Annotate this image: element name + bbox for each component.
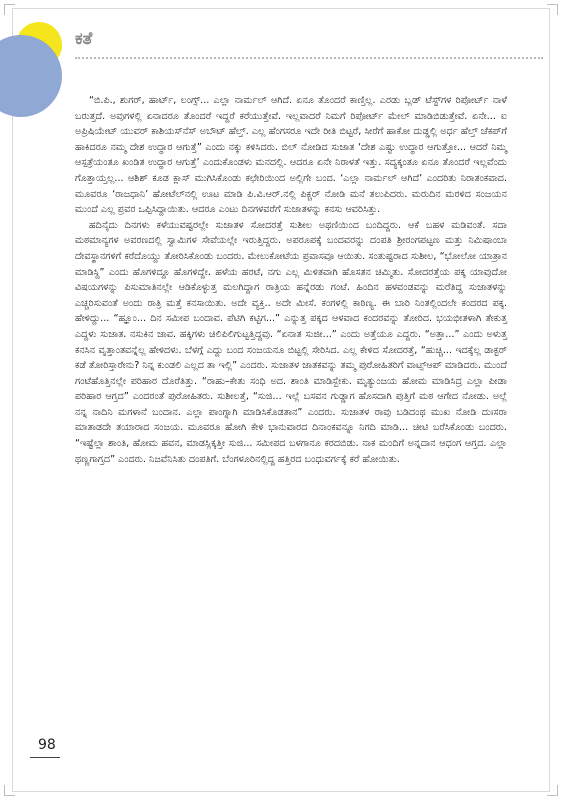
header-dotted-divider bbox=[75, 57, 543, 59]
page-number: 98 bbox=[38, 737, 56, 753]
paragraph-1: “ಬಿ.ಪಿ., ಶುಗರ್, ಹಾರ್ಟ್, ಲಂಗ್ಸ್... ಎಲ್ಲಾ ನಾರ್ಮಲ್ ಆಗಿದೆ. ಏನೂ ತೊಂದರೆ ಕಾಣ್ತಿಲ್ಲ. ಎರಡು ಬ್ಲಡ್ ಟೆಸ್ಟ್‌ಗಳ ರಿಪೋರ್ಟ್ ನಾಳೆ ಬರುತ್ತದೆ. ಅವುಗಳಲ್ಲಿ ಏನಾದರೂ ತೊಂದರೆ ಇದ್ದರೆ ಕರೆಯುತ್ತೇವೆ. ಇಲ್ಲವಾದರೆ ನಿಮಗೆ ರಿಪೋರ್ಟ್ ಮೇಲ್ ಮಾಡಿಬಿಡುತ್ತೇವೆ. ಏನೇ... ಐ ಅಪ್ರಿಷಿಯೇಟ್ ಯುವರ್ ಕಾಶಿಯಸ್‌ನೆಸ್ ಅಬೌಟ್ ಹೆಲ್ತ್. ಎಲ್ಲ ಹೆಂಗಸರೂ ಇದೇ ರೀತಿ ಬಿಟ್ಟರೆ, ಸೀರೆಗೆ ಹಾಕೋ ದುಡ್ಡಲ್ಲಿ ಅರ್ಧ ಹೆಲ್ತ್ ಚೆಕಪ್‌ಗೆ ಹಾಕಿದರೂ ನಮ್ಮ ದೇಶ ಉದ್ಧಾರ ಆಗುತ್ತೆ” ಎಂದು ನಕ್ಕು ಕಳಿಸಿದರು. ಬಿಲ್ ನೋಡಿದ ಸುಜಾತ ‘ದೇಶ ಎಷ್ಟು ಉದ್ಧಾರ ಆಗುತ್ತೋ... ಆದರೆ ನಿಮ್ಮ ಆಸ್ಪತ್ರೆಯಂತೂ ಖಂಡಿತ ಉದ್ಧಾರ ಆಗುತ್ತೆ’ ಎಂದುಕೊಂಡಳು ಮನದಲ್ಲಿ. ಆದರೂ ಏನೇ ನಿರಾಳತೆ ಇತ್ತು. ಸದ್ಯಕ್ಕಂತೂ ಏನೂ ತೊಂದರೆ ಇಲ್ಲವೆಂದು ಗೊತ್ತಾಯ್ತಲ್ಲ... ಆಶಿಶ್ ಕೂಡ ಕ್ಲಾಸ್ ಮುಗಿಸಿಕೊಂಡು ಕಛೇರಿಯಿಂದ ಅಲ್ಲಿಗೇ ಬಂದ. ‘ಎಲ್ಲಾ ನಾರ್ಮಲ್ ಆಗಿದೆ’ ಎಂದರಿತು ನಿರಾತಂಕವಾದ. ಮೂವರೂ ‘ರಾಜಧಾನಿ’ ಹೋಟೆಲ್‌ನಲ್ಲಿ ಊಟ ಮಾಡಿ ಪಿ.ವಿ.ಆರ್.ನಲ್ಲಿ ಪಿಕ್ಚರ್ ನೋಡಿ ಮನೆ ತಲುಪಿದರು. ಮರುದಿನ ಮರಳಿದ ಸಂಜಯನ ಮುಂದೆ ಎಲ್ಲ ಪ್ರವರ ಒಪ್ಪಿಸಿದ್ದಾಯಿತು. ಆದರೂ ಎಂಟು ದಿನಗಳವರೆಗೆ ಸುಜಾತಳನ್ನು ಕನಸು ಆವರಿಸಿತ್ತು. bbox=[75, 95, 507, 216]
crop-mark-top-left bbox=[4, 4, 15, 15]
crop-mark-bottom-right bbox=[547, 785, 558, 796]
paragraph-2: ಹದಿನೈದು ದಿನಗಳು ಕಳೆಯುವಷ್ಟರಲ್ಲೇ ಸುಜಾತಳ ಸೋದರತ್ತೆ ಸುಶೀಲ ಅಥಣಿಯಿಂದ ಬಂದಿದ್ದರು. ಆಕೆ ಬಹಳ ಮಡಿವಂತೆ. ಸದಾ ಮಠಮಾನ್ಯಗಳ ಅವರಣದಲ್ಲಿ ಸ್ವಾಮಿಗಳ ಸೇವೆಯಲ್ಲೇ ಇರುತ್ತಿದ್ದರು. ಅಪರೂಪಕ್ಕೆ ಬಂದವರನ್ನು ದಂಪತಿ ಶ್ರೀರಂಗಪಟ್ಟಣ ಮತ್ತು ನಿಮಿಷಾಂಬಾ ದೇವಸ್ಥಾನಗಳಿಗೆ ಕರೆದೊಯ್ದು ತೋರಿಸಿಕೊಂಡು ಬಂದರು. ಮೇಲುಕೋಟೆಯ ಪ್ರವಾಸವೂ ಆಯಿತು. ಸಂತುಷ್ಟರಾದ ಸುಶೀಲ, “ಭೋಲೋ ಯಾತ್ರಾನ ಮಾಡಿಸ್ದಿ” ಎಂದು ಹೊಗಳಿದ್ದೂ ಹೊಗಳಿದ್ದೇ. ಹಳೆಯ ಹರಟೆ, ನಗು ಎಲ್ಲ ಮಿಳಿತವಾಗಿ ಹೊಸತನ ಚಿಮ್ಮಿತು. ಸೋದರತ್ತೆಯ ಪಕ್ಕ ಯಾವುದೋ ವಿಷಯಗಳನ್ನು ಪಿಸುಮಾತಿನಲ್ಲೇ ಆಡಿಕೊಳ್ಳುತ್ತ ಮಲಗಿದ್ದಾಗ ರಾತ್ರಿಯ ಹನ್ನೆರಡು ಗಂಟೆ. ಹಿಂದಿನ ಹಳವಂಡವನ್ನು ಮರೆತಿದ್ದ ಸುಜಾತಳನ್ನು ಎಚ್ಚರಿಸುವಂತೆ ಅಂದು ರಾತ್ರಿ ಮತ್ತೆ ಕನಸಾಯಿತು. ಅದೇ ವ್ಯಕ್ತಿ.. ಅದೇ ಮೀಸೆ. ಕಂಗಳಲ್ಲಿ ಕಾಠಿಣ್ಯ. ಈ ಬಾರಿ ನಿಂತಲ್ಲಿಂದಲೇ ಕಂದರದ ಪಕ್ಕ. ಹೇಳಿದ್ದು... “ಹ್ಞೂಂ... ದಿನ ಸಮೀಪ ಬಂದಾವ. ಪೆಟಿಗಿ ಕಟ್ಟಿಗ...” ಎನ್ನುತ್ತ ಪಕ್ಕದ ಆಳವಾದ ಕಂದರವನ್ನು ತೋರಿದ. ಭಯಭೀತಳಾಗಿ ತೇಕುತ್ತ ಎದ್ದಳು ಸುಜಾತ. ನಸುಕಿನ ಜಾವ. ಹಕ್ಕಿಗಳು ಚಿಲಿಪಿಲಿಗುಟ್ಟತ್ತಿದ್ದವು. “ಏನಾತ ಸುಜೀ...” ಎಂದು ಅತ್ತೆಯೂ ಎದ್ದರು. “ಅತ್ತಾ...” ಎಂದು ಅಳುತ್ತ ಕನಸಿನ ವೃತ್ತಾಂತವನ್ನೆಲ್ಲ ಹೇಳಿದಳು. ಬೆಳಗ್ಗೆ ಎದ್ದು ಬಂದ ಸಂಜಯನೂ ಬಿಟ್ಟಲ್ಲಿ ಸೇರಿಸಿದ. ಎಲ್ಲ ಕೇಳಿದ ಸೋದರತ್ತೆ, “ಹುಚ್ಚಿ... ಇದಕ್ಕೆಲ್ಲ ಡಾಕ್ಟರ್ ಕಡೆ ತೋರಿಸ್ತಾರೇನು? ನಿನ್ನ ಕುಂಡಲಿ ಎಲ್ಲದ ತಾ ಇಲ್ಲಿ” ಎಂದರು. ಸುಜಾತಳ ಜಾತಕವನ್ನು ತಮ್ಮ ಪುರೋಹಿತರಿಗೆ ವಾಟ್ಸ್‌ಆಪ್ ಮಾಡಿದರು. ಮುಂದೆ ಗಂಟೆಹೊತ್ತಿನಲ್ಲೇ ಪರಿಹಾರ ದೊರೆತಿತ್ತು. “ರಾಹು–ಕೇತು ಸಂಧಿ ಅದ. ಶಾಂತಿ ಮಾಡಿಸ್ಬೇಕು. ಮೃತ್ಯುಂಜಯ ಹೋಮ ಮಾಡಿಸಿದ್ರ ಎಲ್ಲಾ ಪೀಡಾ ಪರಿಹಾರ ಆಗ್ತದ” ಎಂದರಂತೆ ಪುರೋಹಿತರು. ಸುಶೀಲತ್ತೆ, “ಸುಜಿ... ಇಲ್ಲೆ ಬಸವನ ಗುಡ್ಡಾಗ ಹೊಸದಾಗಿ ಪುತ್ತಿಗೆ ಮಠ ಆಗೇದ ನೋಡು. ಅಲ್ಲೆ ನನ್ನ ನಾದಿನಿ ಮಗಳಾನೆ ಬಂದಾನ. ಎಲ್ಲಾ ಪಾಂಗ್ನಾಗಿ ಮಾಡಿಸಿಕೊಡತಾನ” ಎಂದರು. ಸುಜಾತಳ ರಾವು ಬಡಿದಂಥ ಮುಖ ನೋಡಿ ದುಃಸರಾ ಮಾತಾಡದೇ ತಯಾರಾದ ಸಂಜಯ. ಮೂವರೂ ಹೋಗಿ ಕೇಳಿ ಭಾನುವಾರದ ದಿನಾಂಕವನ್ನೂ ನಿಗದಿ ಮಾಡಿ... ಚೀಟಿ ಬರೆಸಿಕೊಂಡು ಬಂದರು. “ಇಷ್ಟೆಲ್ಲಾ ಶಾಂತಿ, ಹೋಮ ಹವನ, ಮಾಡಸ್ಲಿಕ್ಕತ್ತೀ ಸುಜಿ... ಸಮೀಪದ ಬಳಗಾನೂ ಕರದಬಿಡು. ನಾಕ ಮಂದಿಗೆ ಅನ್ನದಾನ ಆಧಂಗ ಆಗ್ತದ. ಎಲ್ಲಾ ಥಣ್ಣಗಾಗ್ತದ” ಎಂದರು. ನಿಜವೆನಿಸಿತು ದಂಪತಿಗೆ. ಬೆಂಗಳೂರಿನಲ್ಲಿದ್ದ ಹತ್ತಿರದ ಬಂಧುವರ್ಗಕ್ಕೆ ಕರೆ ಹೋಯಿತು. bbox=[75, 219, 507, 465]
crop-mark-bottom-left bbox=[4, 785, 15, 796]
crop-mark-top-right bbox=[547, 4, 558, 15]
section-title: ಕತೆ bbox=[75, 29, 93, 49]
footer-divider bbox=[30, 757, 60, 758]
article-body bbox=[75, 93, 507, 467]
